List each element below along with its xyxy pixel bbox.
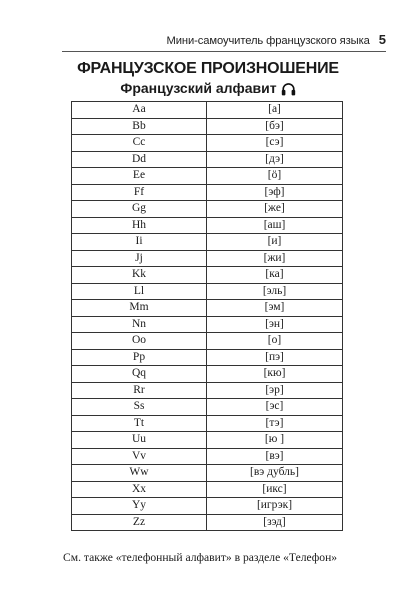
letter-cell: Dd [72,151,207,168]
table-row [72,217,343,234]
letter-cell: Cc [72,135,207,152]
letter-cell: Hh [72,217,207,234]
table-row [72,118,343,135]
letter-cell: Oo [72,333,207,350]
header-divider [62,51,386,52]
page-number: 5 [378,32,386,47]
subsection-title: Французский алфавит [120,80,277,96]
table-row [72,382,343,399]
table-row [72,448,343,465]
letter-cell: Nn [72,316,207,333]
letter-cell: Pp [72,349,207,366]
letter-cell: Gg [72,201,207,218]
alphabet-table [71,101,343,531]
letter-cell: Ll [72,283,207,300]
table-row [72,151,343,168]
pronunciation-cell: [ю ] [207,432,343,449]
pronunciation-cell: [эр] [207,382,343,399]
pronunciation-cell: [же] [207,201,343,218]
table-row [72,234,343,251]
letter-cell: Ee [72,168,207,185]
headphones-icon[interactable] [281,82,296,99]
letter-cell: Bb [72,118,207,135]
letter-cell: Yy [72,498,207,515]
table-row [72,102,343,119]
footnote: См. также «телефонный алфавит» в разделе «Телефон» [63,551,338,564]
pronunciation-cell: [вэ дубль] [207,465,343,482]
letter-cell: Qq [72,366,207,383]
table-row [72,184,343,201]
letter-cell: Jj [72,250,207,267]
subsection-heading [0,80,416,99]
table-row [72,250,343,267]
table-row [72,514,343,531]
pronunciation-cell: [о] [207,333,343,350]
table-row [72,283,343,300]
pronunciation-cell: [зэд] [207,514,343,531]
letter-cell: Aa [72,102,207,119]
pronunciation-cell: [кю] [207,366,343,383]
letter-cell: Kk [72,267,207,284]
pronunciation-cell: [сэ] [207,135,343,152]
pronunciation-cell: [эс] [207,399,343,416]
letter-cell: Ii [72,234,207,251]
pronunciation-cell: [ка] [207,267,343,284]
letter-cell: Tt [72,415,207,432]
table-row [72,349,343,366]
letter-cell: Uu [72,432,207,449]
running-title: Мини-самоучитель французского языка [166,35,370,47]
pronunciation-cell: [и] [207,234,343,251]
pronunciation-cell: [тэ] [207,415,343,432]
pronunciation-cell: [пэ] [207,349,343,366]
letter-cell: Zz [72,514,207,531]
pronunciation-cell: [эн] [207,316,343,333]
table-row [72,481,343,498]
running-head [0,32,386,47]
table-row [72,300,343,317]
section-title: ФРАНЦУЗСКОЕ ПРОИЗНОШЕНИЕ [77,60,339,77]
pronunciation-cell: [эль] [207,283,343,300]
pronunciation-cell: [игрэк] [207,498,343,515]
table-row [72,465,343,482]
pronunciation-cell: [бэ] [207,118,343,135]
pronunciation-cell: [дэ] [207,151,343,168]
letter-cell: Mm [72,300,207,317]
letter-cell: Xx [72,481,207,498]
pronunciation-cell: [вэ] [207,448,343,465]
letter-cell: Rr [72,382,207,399]
pronunciation-cell: [икс] [207,481,343,498]
table-row [72,201,343,218]
table-row [72,415,343,432]
table-row [72,498,343,515]
table-row [72,366,343,383]
table-row [72,316,343,333]
table-row [72,399,343,416]
pronunciation-cell: [ö] [207,168,343,185]
table-row [72,333,343,350]
pronunciation-cell: [а] [207,102,343,119]
letter-cell: Ww [72,465,207,482]
letter-cell: Ss [72,399,207,416]
pronunciation-cell: [эф] [207,184,343,201]
table-row [72,267,343,284]
table-row [72,432,343,449]
pronunciation-cell: [эм] [207,300,343,317]
pronunciation-cell: [аш] [207,217,343,234]
pronunciation-cell: [жи] [207,250,343,267]
table-row [72,168,343,185]
letter-cell: Ff [72,184,207,201]
table-row [72,135,343,152]
letter-cell: Vv [72,448,207,465]
